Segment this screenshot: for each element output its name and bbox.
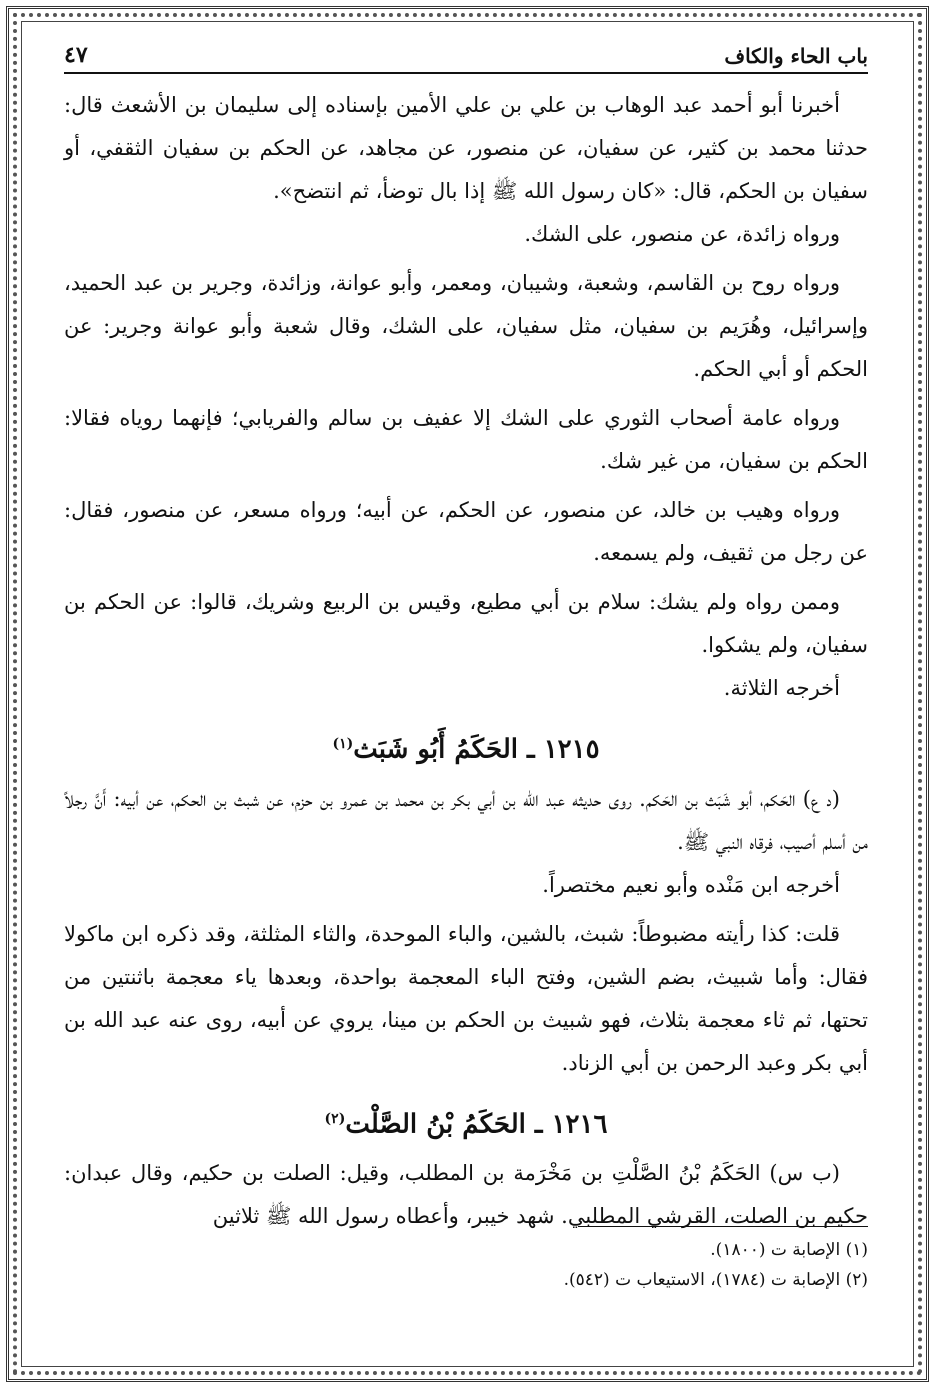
footnotes — [64, 1190, 868, 1295]
paragraph: ورواه زائدة، عن منصور، على الشك. — [524, 222, 840, 246]
footnote-ref: (٢) — [324, 1110, 346, 1127]
entry-heading — [64, 1099, 868, 1145]
paragraph: ورواه عامة أصحاب الثوري على الشك إلا عفيف بن سالم والفريابي؛ فإنهما روياه فقالا: الحكم بن سفيان، من غير شك. — [64, 406, 868, 473]
footnote: (٢) الإصابة ت (١٧٨٤)، الاستيعاب ت (٥٤٢). — [563, 1270, 868, 1290]
entry-title: ١٢١٦ ـ الحَكَمُ بْنُ الصَّلْت — [345, 1109, 608, 1140]
paragraph: أخرجه الثلاثة. — [723, 676, 840, 700]
paragraph: (د ع) الحَكم، أبو شَبَث بن الحَكم. روى حديثه عبد الله بن أبي بكر بن محمد بن عمرو بن حزم، عن شبث بن الحكم، عن أبيه: أَنَّ رجلاً من أسلم أصيب، فرقاه النبي ﷺ. — [64, 786, 868, 854]
paragraph: قلت: كذا رأيته مضبوطاً: شبث، بالشين، والباء الموحدة، والثاء المثلثة، وقد ذكره ابن ماكولا فقال: وأما شبيث، بضم الشين، وفتح الباء المعجمة بواحدة، وبعدها ياء معجمة باثنتين من تحتها، ثم ثاء معجمة بثلاث، فهو شبيث بن الحكم بن مينا، يروي عن أبيه، روى عنه عبد الله بن أبي بكر وعبد الرحمن بن أبي الزناد. — [64, 921, 868, 1075]
footnote-ref: (١) — [332, 736, 354, 752]
running-header — [64, 40, 868, 74]
paragraph: أخرجه ابن مَنْده وأبو نعيم مختصراً. — [542, 872, 840, 897]
paragraph: ورواه وهيب بن خالد، عن منصور، عن الحكم، عن أبيه؛ ورواه مسعر، عن منصور، فقال: عن رجل من ثقيف، ولم يسمعه. — [64, 498, 868, 565]
page-number: ٤٧ — [64, 42, 88, 68]
entry-title: ١٢١٥ ـ الحَكَمُ أَبُو شَبَث — [353, 734, 600, 765]
paragraph: ورواه روح بن القاسم، وشعبة، وشيبان، ومعمر، وأبو عوانة، وزائدة، وجرير بن عبد الحميد، وإسرائيل، وهُرَيم بن سفيان، مثل سفيان، على الشك، وقال شعبة وأبو عوانة وجرير: عن الحكم أو أبي الحكم. — [64, 271, 868, 381]
footnote-rule — [578, 1226, 868, 1227]
entry-heading — [64, 724, 868, 770]
chapter-title: باب الحاء والكاف — [724, 44, 868, 68]
paragraph: وممن رواه ولم يشك: سلام بن أبي مطيع، وقيس بن الربيع وشريك، قالوا: عن الحكم بن سفيان، ولم يشكوا. — [64, 590, 868, 657]
footnote: (١) الإصابة ت (١٨٠٠). — [710, 1240, 868, 1260]
paragraph: (ب س) الحَكَمُ بْنُ الصَّلْتِ بن مَخْرَمة بن المطلب، وقيل: الصلت بن حكيم، وقال عبدان: حكيم بن الصلت، القرشي المطلبي. شهد خيبر، وأعطاه رسول الله ﷺ ثلاثين — [64, 1161, 868, 1229]
paragraph: أخبرنا أبو أحمد عبد الوهاب بن علي بن علي الأمين بإسناده إلى سليمان بن الأشعث قال: حدثنا محمد بن كثير، عن سفيان، عن منصور، عن مجاهد، عن الحكم بن سفيان الثقفي، أو سفيان بن الحكم، قال: «كان رسول الله ﷺ إذا بال توضأ، ثم انتضح». — [64, 93, 868, 203]
book-page — [64, 40, 868, 1340]
